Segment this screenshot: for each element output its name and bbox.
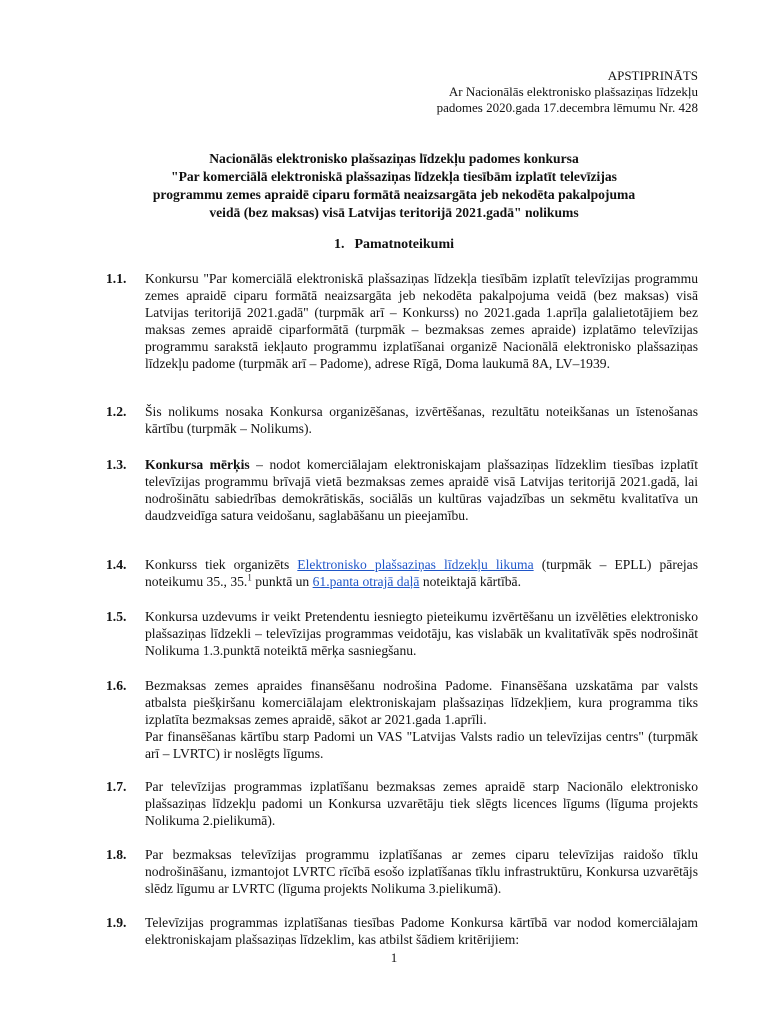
clause-1-4	[106, 556, 698, 590]
title-line-2: "Par komerciālā elektroniskā plašsaziņas līdzekļa tiesībām izplatīt televīzijas	[171, 169, 617, 184]
clause-paragraph: Par finansēšanas kārtību starp Padomi un VAS "Latvijas Valsts radio un televīzijas centrs" (turpmāk arī – LVRTC) ir noslēgts līgums.	[145, 729, 698, 761]
document-title	[100, 150, 688, 222]
clause-1-1	[106, 270, 698, 372]
clause-text-part: (turpmāk – EPLL) pārejas noteikumu 35., 35.	[145, 557, 698, 589]
clause-text	[145, 556, 698, 590]
clause-text-part: noteiktajā kārtībā.	[419, 574, 521, 589]
clause-number: 1.9.	[106, 915, 127, 930]
title-line-4: veidā (bez maksas) visā Latvijas teritorijā 2021.gadā" nolikums	[209, 205, 579, 220]
goal-label: Konkursa mērķis	[145, 457, 250, 472]
clause-text: Šis nolikums nosaka Konkursa organizēšanas, izvērtēšanas, rezultātu noteikšanas un īstenošanas kārtību (turpmāk – Nolikums).	[145, 404, 698, 436]
clause-1-2	[106, 403, 698, 437]
clause-text	[145, 677, 698, 762]
approval-decision: padomes 2020.gada 17.decembra lēmumu Nr. 428	[436, 100, 698, 115]
clause-paragraph: Bezmaksas zemes apraides finansēšanu nodrošina Padome. Finansēšana uzskatāma par valsts atbalsta piešķiršanu komerciālajam elektroniskajam plašsaziņas līdzekļiem, kura programma tiks izplatīta bezmaksas zemes apraidē, sākot ar 2021.gada 1.aprīli.	[145, 678, 698, 727]
clause-text: Par bezmaksas televīzijas programmu izplatīšanas ar zemes ciparu televīzijas raidošo tīklu nodrošināšanu, izmantojot LVRTC rīcībā esošo izplatīšanas tīklu infrastruktūru, Konkursa uzvarētājs slēdz līgumu ar LVRTC (līguma projekts Nolikuma 3.pielikumā).	[145, 847, 698, 896]
clause-text-part: punktā un	[251, 574, 313, 589]
clause-1-6	[106, 677, 698, 762]
title-line-3: programmu zemes apraidē ciparu formātā neaizsargāta jeb nekodēta pakalpojuma	[152, 187, 636, 202]
clause-1-8	[106, 846, 698, 897]
clause-1-3	[106, 456, 698, 524]
clause-number: 1.8.	[106, 847, 127, 862]
clause-number: 1.6.	[106, 678, 127, 693]
clause-number: 1.4.	[106, 557, 127, 572]
title-line-1: Nacionālās elektronisko plašsaziņas līdzekļu padomes konkursa	[209, 151, 579, 166]
goal-text: – nodot komerciālajam elektroniskajam plašsaziņas līdzeklim tiesības izplatīt televīzijas programmu brīvajā vietā bezmaksas zemes apraidē visā Latvijas teritorijā 2021.gadā, lai nodrošinātu sabiedrības demokrātiskās, sociālās un kultūras vajadzības un sekmētu kvalitatīva un daudzveidīga satura veidošanu, saglabāšanu un pieejamību.	[145, 457, 698, 523]
section-number: 1.	[333, 237, 345, 252]
approval-block	[437, 68, 698, 116]
article-61-link[interactable]: 61.panta otrajā daļā	[312, 574, 420, 589]
clause-number: 1.5.	[106, 609, 127, 624]
clause-text: Televīzijas programmas izplatīšanas tiesības Padome Konkursa kārtībā var nodod komerciālajam elektroniskajam plašsaziņas līdzeklim, kas atbilst šādiem kritērijiem:	[145, 915, 698, 947]
section-heading	[100, 236, 688, 254]
clause-number: 1.1.	[106, 271, 127, 286]
epll-law-link[interactable]: Elektronisko plašsaziņas līdzekļu likuma	[297, 557, 534, 572]
clause-1-9	[106, 914, 698, 948]
clause-number: 1.3.	[106, 457, 127, 472]
clause-1-7	[106, 778, 698, 829]
clause-text: Par televīzijas programmas izplatīšanu bezmaksas zemes apraidē starp Nacionālo elektronisko plašsaziņas līdzekļu padomi un Konkursa uzvarētāju tiek slēgts licences līgums (līguma projekts Nolikuma 2.pielikumā).	[145, 779, 698, 828]
clause-1-5	[106, 608, 698, 659]
page-number: 1	[390, 950, 398, 965]
clause-text-part: Konkurss tiek organizēts	[145, 557, 298, 572]
superscript: 1	[247, 572, 252, 583]
approval-authority: Ar Nacionālās elektronisko plašsaziņas līdzekļu	[448, 84, 698, 99]
clause-number: 1.7.	[106, 779, 127, 794]
clause-text: Konkursu "Par komerciālā elektroniskā plašsaziņas līdzekļa tiesībām izplatīt televīzijas programmu zemes apraidē ciparu formātā neaizsargāta jeb nekodēta pakalpojuma veidā (bez maksas) visā Latvijas teritorijā 2021.gadā" (turpmāk arī – Konkurss) no 2021.gada 1.aprīļa galalietotājiem bez maksas zemes apraidē ciparformātā (turpmāk – bezmaksas zemes apraide) izplatāmo televīzijas programmu sarakstā iekļauto programmu izplatīšanai organizē Nacionālā elektronisko plašsaziņas līdzekļu padome (turpmāk arī – Padome), adrese Rīgā, Doma laukumā 8A, LV–1939.	[145, 271, 698, 371]
clause-number: 1.2.	[106, 404, 127, 419]
section-title: Pamatnoteikumi	[354, 237, 455, 252]
approval-label: APSTIPRINĀTS	[607, 68, 698, 83]
clause-text: Konkursa uzdevums ir veikt Pretendentu iesniegto pieteikumu izvērtēšanu un izvēlēties elektronisko plašsaziņas līdzekli – televīzijas programmas veidotāju, kas vislabāk un kvalitatīvāk spēs nodrošināt Nolikuma 1.3.punktā noteiktā mērķa sasniegšanu.	[145, 609, 698, 658]
clause-text	[145, 456, 698, 524]
